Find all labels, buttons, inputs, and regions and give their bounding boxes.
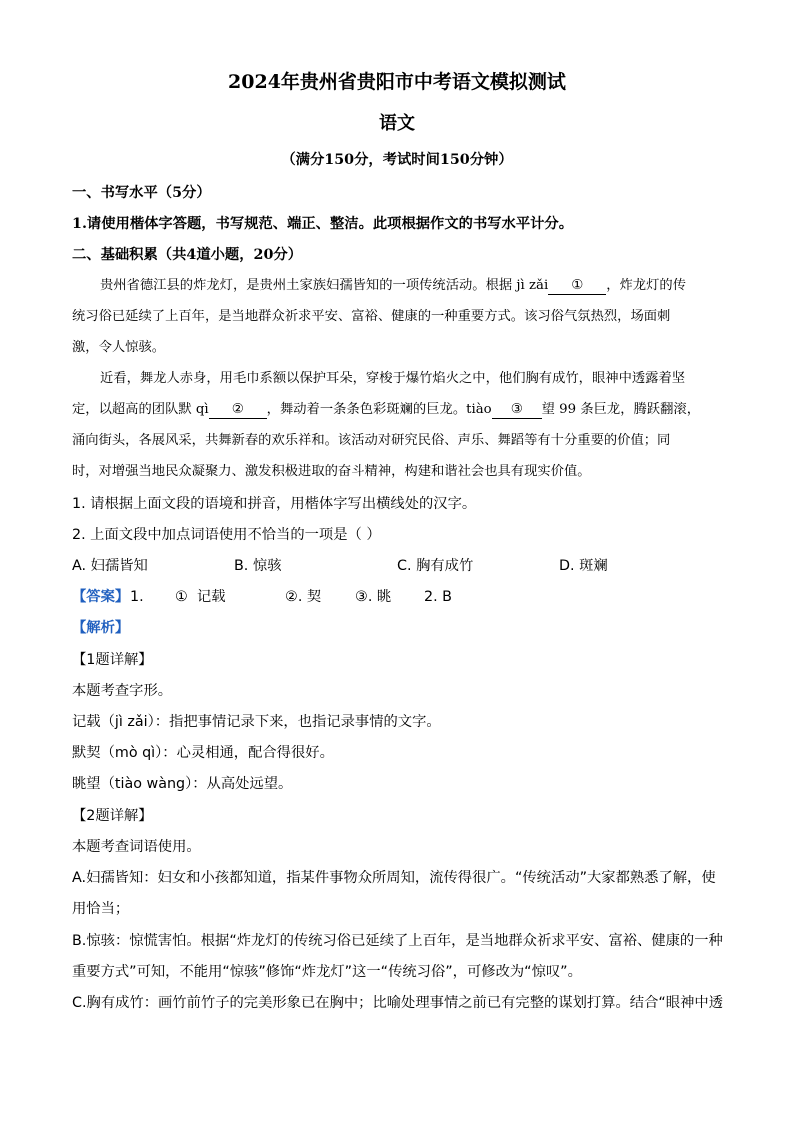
subject-title: 语文 <box>379 113 415 134</box>
score-time-note: （满分150分，考试时间150分钟） <box>281 152 513 168</box>
detail-2-b-line2: 重要方式”可知，不能用“惊骇”修饰“炸龙灯”这一“传统习俗”，可修改为“惊叹”。 <box>72 964 582 980</box>
passage-p1-line3: 激，令人惊骇。 <box>72 340 166 355</box>
question-2: 2. 上面文段中加点词语使用不恰当的一项是（ ） <box>72 527 381 543</box>
blank-2: ② <box>209 401 267 419</box>
detail-1-intro: 本题考查字形。 <box>72 683 173 699</box>
passage-p1-line1 <box>100 276 686 296</box>
passage-text: 贵州省德江县的炸龙灯，是贵州土家族妇孺皆知的一项传统活动。根据 jì zǎi <box>100 278 549 293</box>
passage-p2-line1: 近看，舞龙人赤身，用毛巾系额以保护耳朵，穿梭于爆竹焰火之中，他们胸有成竹，眼神中透露着坚 <box>100 371 686 386</box>
blank-1: ① <box>548 277 606 295</box>
passage-text: ，舞动着一条条色彩斑斓的巨龙。tiào <box>266 402 492 417</box>
section1-instruction: 1.请使用楷体字答题，书写规范、端正、整洁。此项根据作文的书写水平计分。 <box>72 216 574 232</box>
detail-2-b-line1: B.惊骇：惊慌害怕。根据“炸龙灯的传统习俗已延续了上百年，是当地群众祈求平安、富裕、健康的一种 <box>72 933 723 949</box>
option-c: C. 胸有成竹 <box>397 558 474 574</box>
detail-1-item: 眺望（tiào wàng）：从高处远望。 <box>72 776 293 792</box>
answer-num: 1. <box>130 589 144 605</box>
page-title: 2024年贵州省贵阳市中考语文模拟测试 <box>228 71 566 93</box>
answer-3: ③. 眺 <box>355 589 392 605</box>
answer-line <box>72 587 532 607</box>
detail-2-a-line2: 用恰当； <box>72 901 130 917</box>
passage-text: 望 99 条巨龙，腾跃翻滚， <box>541 402 700 417</box>
passage-text: ，炸龙灯的传 <box>606 278 686 293</box>
detail-1-heading: 【1题详解】 <box>72 652 153 668</box>
answer-q2: 2. B <box>424 589 452 605</box>
detail-2-c-line1: C.胸有成竹：画竹前竹子的完美形象已在胸中；比喻处理事情之前已有完整的谋划打算。结合“眼神中透 <box>72 995 723 1011</box>
detail-2-heading: 【2题详解】 <box>72 808 153 824</box>
answer-2: ②. 契 <box>285 589 322 605</box>
blank-3: ③ <box>492 401 542 419</box>
option-d: D. 斑斓 <box>559 558 608 574</box>
passage-p2-line4: 时，对增强当地民众凝聚力、激发积极进取的奋斗精神，构建和谐社会也具有现实价值。 <box>72 464 591 479</box>
answer-1: ① 记载 <box>175 589 226 605</box>
detail-1-item: 默契（mò qì）：心灵相通，配合得很好。 <box>72 745 334 761</box>
question-2-options <box>72 556 732 576</box>
detail-1-item: 记载（jì zǎi）：指把事情记录下来，也指记录事情的文字。 <box>72 714 441 730</box>
detail-2-a-line1: A.妇孺皆知：妇女和小孩都知道，指某件事物众所周知，流传得很广。“传统活动”大家都熟悉了解，使 <box>72 870 716 886</box>
analysis-tag: 【解析】 <box>72 620 130 636</box>
section1-heading: 一、书写水平（5分） <box>72 185 211 201</box>
answer-tag: 【答案】 <box>72 589 130 605</box>
option-b: B. 惊骇 <box>234 558 282 574</box>
detail-2-intro: 本题考查词语使用。 <box>72 839 201 855</box>
question-1: 1. 请根据上面文段的语境和拼音，用楷体字写出横线处的汉字。 <box>72 496 477 512</box>
passage-p2-line2 <box>72 400 700 420</box>
passage-p1-line2: 统习俗已延续了上百年，是当地群众祈求平安、富裕、健康的一种重要方式。该习俗气氛热烈，场面刺 <box>72 309 671 324</box>
passage-p2-line3: 涌向街头，各展风采，共舞新春的欢乐祥和。该活动对研究民俗、声乐、舞蹈等有十分重要的价值；同 <box>72 433 671 448</box>
section2-heading: 二、基础积累（共4道小题，20分） <box>72 247 302 263</box>
option-a: A. 妇孺皆知 <box>72 558 148 574</box>
passage-text: 定，以超高的团队默 qì <box>72 402 209 417</box>
